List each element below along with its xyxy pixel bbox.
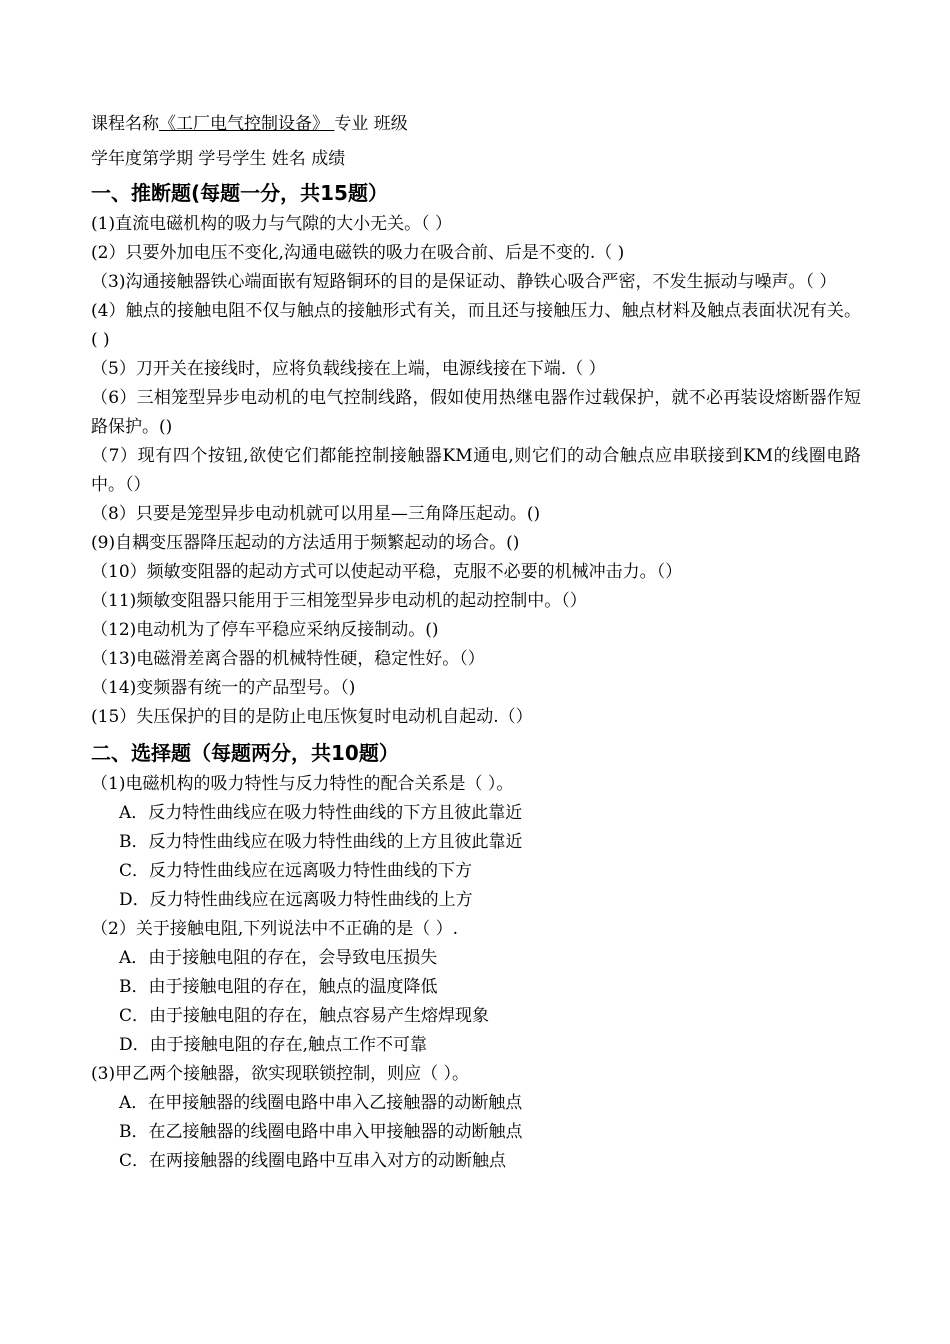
question-1: (1)直流电磁机构的吸力与气隙的大小无关。（ ）	[91, 214, 452, 234]
question-10: （10）频敏变阻器的起动方式可以使起动平稳，克服不必要的机械冲击力。（）	[91, 562, 683, 582]
question-14: （14)变频器有统一的产品型号。（)	[91, 678, 356, 698]
question-9: (9)自耦变压器降压起动的方法适用于频繁起动的场合。()	[91, 533, 520, 553]
course-name: 《工厂电气控制设备》	[159, 114, 335, 134]
question-13: （13)电磁滑差离合器的机械特性硬，稳定性好。（）	[91, 649, 485, 669]
question-12: （12)电动机为了停车平稳应采纳反接制动。()	[91, 620, 439, 640]
mc-question-3-option-b: B．在乙接触器的线圈电路中串入甲接触器的动断触点	[119, 1122, 523, 1142]
question-11: （11)频敏变阻器只能用于三相笼型异步电动机的起动控制中。（）	[91, 591, 587, 611]
exam-page	[91, 108, 861, 1176]
mc-question-1-option-c: C．反力特性曲线应在远离吸力特性曲线的下方	[119, 861, 473, 881]
question-15: (15）失压保护的目的是防止电压恢复时电动机自起动.（）	[91, 707, 533, 727]
question-7: （7）现有四个按钮,欲使它们都能控制接触器KM通电,则它们的动合触点应串联接到KM的线圈电路中。（）	[91, 446, 861, 495]
section-1-title: 一、推断题(每题一分，共15题）	[91, 181, 388, 205]
question-3: （3)沟通接触器铁心端面嵌有短路铜环的目的是保证动、静铁心吸合严密，不发生振动与噪声。（ ）	[91, 272, 837, 292]
section-2-questions	[91, 770, 861, 1176]
mc-question-1-option-a: A．反力特性曲线应在吸力特性曲线的下方且彼此靠近	[119, 803, 523, 823]
course-label: 课程名称	[91, 114, 159, 134]
header-line-1-rest: 专业 班级	[334, 114, 408, 134]
mc-question-3-option-a: A．在甲接触器的线圈电路中串入乙接触器的动断触点	[119, 1093, 523, 1113]
section-2-title: 二、选择题（每题两分，共10题）	[91, 741, 399, 765]
mc-question-2-option-a: A．由于接触电阻的存在，会导致电压损失	[119, 948, 438, 968]
question-2: (2）只要外加电压不变化,沟通电磁铁的吸力在吸合前、后是不变的.（ )	[91, 243, 625, 263]
header-line-2: 学年度第学期 学号学生 姓名 成绩	[91, 149, 346, 169]
mc-question-2-option-b: B．由于接触电阻的存在，触点的温度降低	[119, 977, 438, 997]
mc-question-1-stem: （1)电磁机构的吸力特性与反力特性的配合关系是（ ）。	[91, 774, 514, 794]
mc-question-1-option-d: D．反力特性曲线应在远离吸力特性曲线的上方	[119, 890, 473, 910]
mc-question-1-option-b: B．反力特性曲线应在吸力特性曲线的上方且彼此靠近	[119, 832, 523, 852]
question-5: （5）刀开关在接线时，应将负载线接在上端，电源线接在下端.（ ）	[91, 359, 606, 379]
question-8: （8）只要是笼型异步电动机就可以用星—三角降压起动。()	[91, 504, 541, 524]
question-4: (4）触点的接触电阻不仅与触点的接触形式有关，而且还与接触压力、触点材料及触点表面状况有关。( )	[91, 301, 861, 350]
mc-question-2-option-c: C．由于接触电阻的存在，触点容易产生熔焊现象	[119, 1006, 490, 1026]
mc-question-3-stem: (3)甲乙两个接触器，欲实现联锁控制，则应（ ）。	[91, 1064, 469, 1084]
section-1-questions	[91, 210, 861, 732]
mc-question-2-option-d: D．由于接触电阻的存在,触点工作不可靠	[119, 1035, 428, 1055]
mc-question-2-stem: （2）关于接触电阻,下列说法中不正确的是（ ）.	[91, 919, 459, 939]
question-6: （6）三相笼型异步电动机的电气控制线路，假如使用热继电器作过载保护，就不必再装设熔断器作短路保护。()	[91, 388, 861, 437]
mc-question-3-option-c: C．在两接触器的线圈电路中互串入对方的动断触点	[119, 1151, 507, 1171]
header-line-1	[91, 110, 861, 139]
